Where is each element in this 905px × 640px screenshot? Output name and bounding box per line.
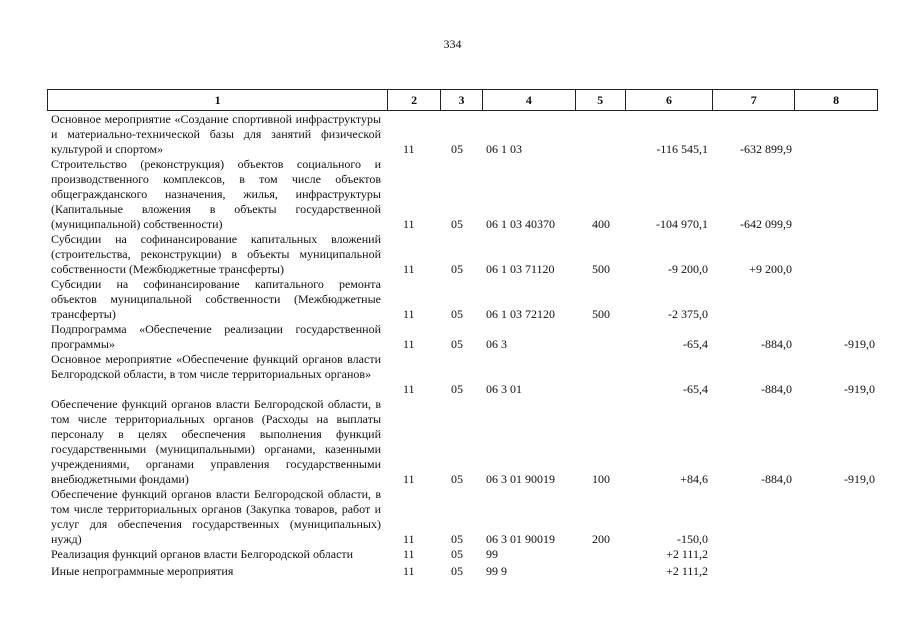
row-subsection: 05: [451, 472, 463, 486]
row-amount-col-8: -919,0: [844, 337, 875, 351]
row-target-article: 99: [486, 547, 498, 561]
row-description: Иные непрограммные мероприятия: [51, 564, 234, 578]
row-amount-col-7: -632 899,9: [740, 142, 792, 156]
row-subsection: 05: [451, 547, 463, 561]
row-section: 11: [403, 262, 415, 276]
row-description: Обеспечение функций органов власти Белгородской области, в том числе территориальных органов (Расходы на выплаты персоналу в целях обеспечения выполнения функций государственными (муниципальными) органами, казенными учреждениями, органами управления государственными внебюджетными фондами): [51, 397, 381, 486]
row-subsection: 05: [451, 307, 463, 321]
row-amount-col-6: +2 111,2: [666, 564, 708, 578]
row-description: Обеспечение функций органов власти Белгородской области, в том числе территориальных органов (Закупка товаров, работ и услуг для обеспечения государственных (муниципальных) нужд): [51, 487, 381, 546]
row-description: Основное мероприятие «Обеспечение функций органов власти Белгородской области, в том числе территориальных органов»: [51, 352, 381, 381]
row-section: 11: [403, 382, 415, 396]
row-amount-col-6: +2 111,2: [666, 547, 708, 561]
row-section: 11: [403, 547, 415, 561]
row-target-article: 06 3: [486, 337, 507, 351]
row-section: 11: [403, 532, 415, 546]
row-subsection: 05: [451, 262, 463, 276]
row-description: Строительство (реконструкция) объектов социального и производственного комплексов, в том числе объектов общегражданского назначения, жилья, инфраструктуры (Капитальные вложения в объекты государственной (муниципальной) собственности): [51, 157, 381, 231]
row-section: 11: [403, 337, 415, 351]
row-amount-col-6: -104 970,1: [656, 217, 708, 231]
row-amount-col-8: -919,0: [844, 472, 875, 486]
row-amount-col-6: -2 375,0: [668, 307, 708, 321]
header-col-8: 8: [833, 92, 840, 107]
row-expense-type: 500: [592, 262, 610, 276]
row-description: Реализация функций органов власти Белгородской области: [51, 547, 354, 561]
row-target-article: 06 1 03 71120: [486, 262, 555, 276]
header-col-3: 3: [441, 90, 483, 110]
row-target-article: 06 1 03: [486, 142, 522, 156]
header-col-7: 7: [713, 90, 795, 110]
row-amount-col-7: +9 200,0: [749, 262, 792, 276]
header-col-2: 2: [388, 90, 441, 110]
row-target-article: 06 3 01 90019: [486, 472, 555, 486]
row-subsection: 05: [451, 337, 463, 351]
row-amount-col-7: -884,0: [761, 472, 792, 486]
row-section: 11: [403, 472, 415, 486]
row-section: 11: [403, 142, 415, 156]
row-section: 11: [403, 217, 415, 231]
row-amount-col-6: -150,0: [677, 532, 708, 546]
header-col-1: 1: [48, 90, 388, 110]
row-subsection: 05: [451, 532, 463, 546]
page-number: 334: [443, 37, 462, 51]
row-target-article: 06 3 01 90019: [486, 532, 555, 546]
row-amount-col-8: -919,0: [844, 382, 875, 396]
row-description: Подпрограмма «Обеспечение реализации государственной программы»: [51, 322, 381, 351]
row-subsection: 05: [451, 217, 463, 231]
row-target-article: 99 9: [486, 564, 507, 578]
table-header: [47, 89, 878, 111]
row-section: 11: [403, 307, 415, 321]
row-amount-col-6: -116 545,1: [656, 142, 708, 156]
row-description: Основное мероприятие «Создание спортивной инфраструктуры и материально-технической базы для занятий физической культурой и спортом»: [51, 112, 381, 156]
row-subsection: 05: [451, 564, 463, 578]
row-subsection: 05: [451, 142, 463, 156]
row-amount-col-6: -65,4: [683, 337, 708, 351]
row-subsection: 05: [451, 382, 463, 396]
row-amount-col-7: -884,0: [761, 382, 792, 396]
row-target-article: 06 1 03 40370: [486, 217, 555, 231]
row-description: Субсидии на софинансирование капитальных вложений (строительства, реконструкции) в объекты муниципальной собственности (Межбюджетные трансферты): [51, 232, 381, 276]
row-target-article: 06 3 01: [486, 382, 522, 396]
header-col-4: 4: [483, 90, 576, 110]
row-amount-col-6: -65,4: [683, 382, 708, 396]
row-amount-col-6: -9 200,0: [668, 262, 708, 276]
row-description: Субсидии на софинансирование капитального ремонта объектов муниципальной собственности (Межбюджетные трансферты): [51, 277, 381, 321]
header-col-5: 5: [576, 90, 626, 110]
row-expense-type: 400: [592, 217, 610, 231]
row-amount-col-7: -884,0: [761, 337, 792, 351]
row-amount-col-6: +84,6: [680, 472, 708, 486]
row-expense-type: 100: [592, 472, 610, 486]
header-col-6: 6: [626, 90, 714, 110]
row-amount-col-7: -642 099,9: [740, 217, 792, 231]
row-expense-type: 500: [592, 307, 610, 321]
row-section: 11: [403, 564, 415, 578]
row-target-article: 06 1 03 72120: [486, 307, 555, 321]
row-expense-type: 200: [592, 532, 610, 546]
